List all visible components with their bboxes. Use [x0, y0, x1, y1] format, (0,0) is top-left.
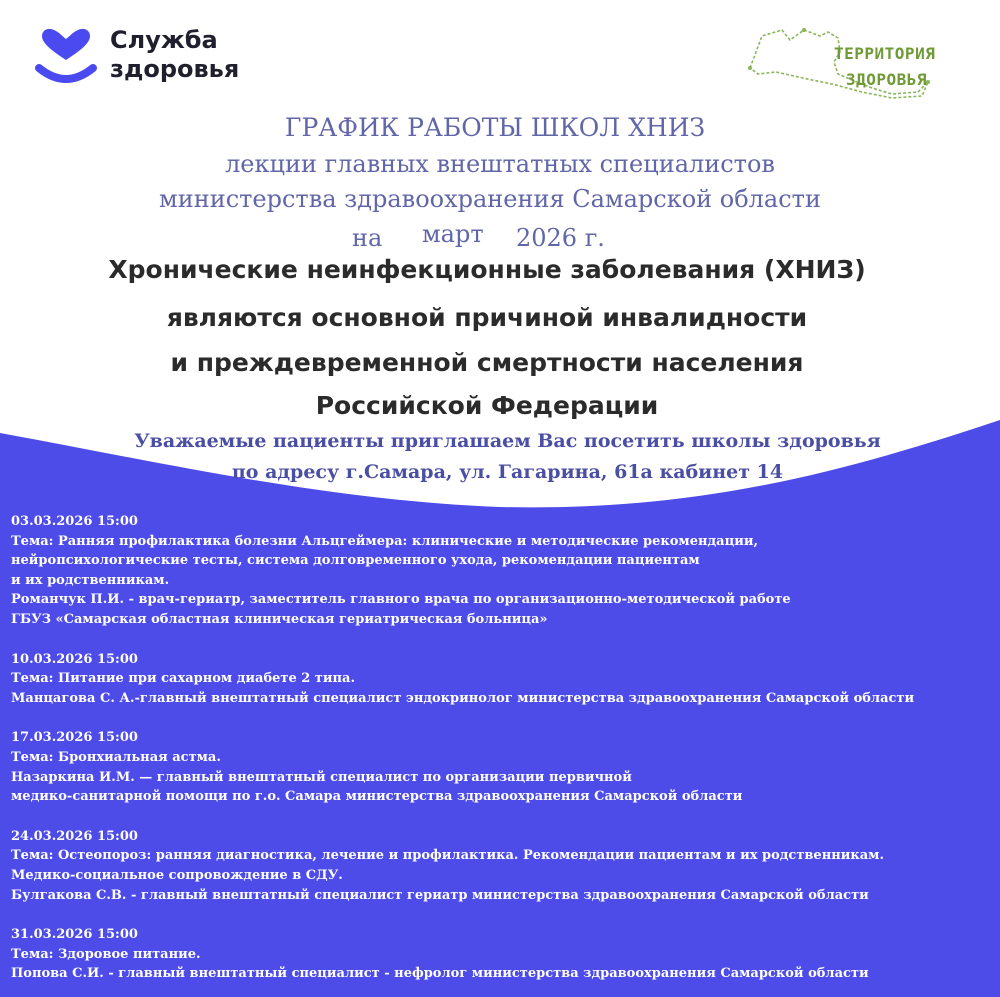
event-line: Назаркина И.М. — главный внештатный специалист по организации первичной: [11, 769, 632, 785]
schedule-title: ГРАФИК РАБОТЫ ШКОЛ ХНИЗ: [284, 113, 706, 142]
schedule-month: март: [422, 220, 484, 248]
logo-left-line2: здоровья: [110, 55, 240, 83]
event-line: Медико-социальное сопровождение в СДУ.: [11, 867, 343, 883]
statement-line-4: Российской Федерации: [315, 391, 659, 420]
schedule-subtitle-1: лекции главных внештатных специалистов: [225, 150, 775, 178]
event-line: Булгакова С.В. - главный внештатный специалист гериатр министерства здравоохранения Самарской области: [11, 887, 869, 903]
event-line: Попова С.И. - главный внештатный специалист - нефролог министерства здравоохранения Самарской области: [11, 966, 869, 982]
heart-smile-icon: [34, 28, 98, 86]
schedule-subtitle-2: министерства здравоохранения Самарской области: [159, 185, 821, 213]
event-item: [11, 827, 996, 905]
invite-line-1: Уважаемые пациенты приглашаем Вас посетить школы здоровья: [134, 430, 881, 452]
statement-line-1: Хронические неинфекционные заболевания (ХНИЗ): [108, 255, 866, 284]
event-item: [11, 512, 996, 630]
invite-address: по адресу г.Самара, ул. Гагарина, 61а кабинет 14: [231, 461, 784, 483]
event-line: медико-санитарной помощи по г.о. Самара министерства здравоохранения Самарской области: [11, 789, 743, 805]
event-line: Тема: Питание при сахарном диабете 2 типа.: [11, 671, 355, 687]
event-line: Тема: Здоровое питание.: [11, 946, 201, 962]
event-list: [11, 512, 996, 997]
schedule-prefix: на: [352, 224, 383, 252]
event-line: ГБУЗ «Самарская областная клиническая гериатрическая больница»: [11, 611, 548, 627]
event-date: 17.03.2026 15:00: [11, 730, 138, 746]
logo-left-text: [110, 26, 239, 84]
event-line: и их родственникам.: [11, 572, 170, 588]
event-line: нейропсихологические тесты, система долговременного ухода, рекомендации пациентам: [11, 553, 700, 569]
event-date: 24.03.2026 15:00: [11, 828, 138, 844]
event-date: 31.03.2026 15:00: [11, 927, 138, 943]
event-line: Манцагова С. А.-главный внештатный специалист эндокринолог министерства здравоохранения Самарской области: [11, 690, 915, 706]
territoriya-zdorovya-logo: [742, 22, 942, 102]
event-line: Тема: Ранняя профилактика болезни Альцгеймера: клинические и методические рекомендации,: [11, 533, 758, 549]
logo-right-line2: ЗДОРОВЬЯ: [846, 70, 928, 89]
event-line: Тема: Бронхиальная астма.: [11, 749, 221, 765]
sluzhba-zdorovya-logo: [34, 26, 284, 90]
event-item: [11, 728, 996, 806]
event-date: 03.03.2026 15:00: [11, 514, 138, 529]
event-line: Романчук П.И. - врач-гериатр, заместитель главного врача по организационно-методической работе: [11, 592, 791, 608]
event-date: 10.03.2026 15:00: [11, 651, 138, 667]
event-item: [11, 925, 996, 984]
event-line: Тема: Остеопороз: ранняя диагностика, лечение и профилактика. Рекомендации пациентам и их родственникам.: [11, 848, 884, 864]
schedule-year: 2026 г.: [516, 224, 605, 252]
logo-right-line1: ТЕРРИТОРИЯ: [834, 44, 936, 63]
statement-line-2: являются основной причиной инвалидности: [166, 303, 808, 332]
event-item: [11, 650, 996, 709]
statement-line-3: и преждевременной смертности населения: [170, 348, 804, 377]
logo-left-line1: Служба: [110, 26, 218, 54]
